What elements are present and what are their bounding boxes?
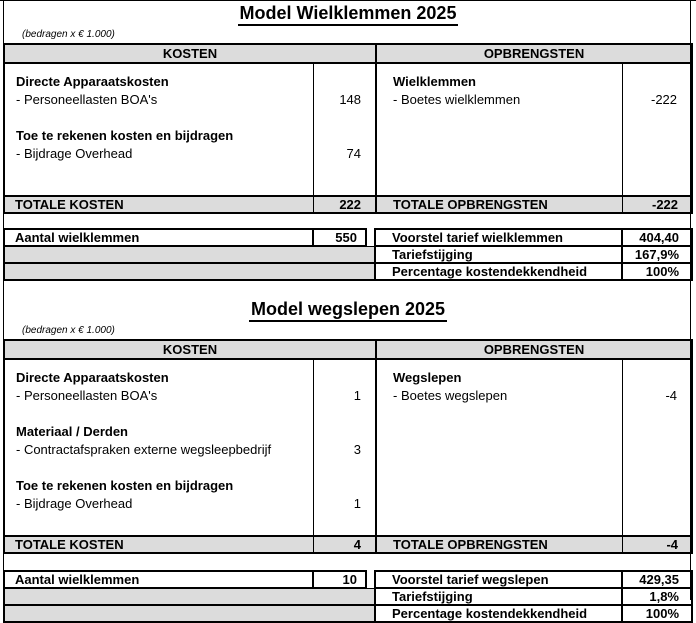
kosten-values-cell xyxy=(313,63,376,196)
kosten-opbrengsten-table xyxy=(3,339,693,554)
shaded-spacer-cell xyxy=(4,246,375,263)
totale-kosten-value: 4 xyxy=(313,536,376,553)
opbrengsten-values-cell xyxy=(622,63,692,196)
cost-item-value: 74 xyxy=(346,146,362,161)
cost-category-label: Toe te rekenen kosten en bijdragen xyxy=(16,128,234,143)
tariff-row-value: 429,35 xyxy=(622,571,692,588)
shaded-spacer-cell xyxy=(4,605,375,622)
kosten-items-cell xyxy=(4,63,313,196)
totale-kosten-label: TOTALE KOSTEN xyxy=(4,536,313,553)
kosten-opbrengsten-table xyxy=(3,43,693,214)
totals-row xyxy=(4,536,692,553)
totale-opbrengsten-value: -222 xyxy=(622,196,692,213)
section-title-row xyxy=(0,299,696,322)
tariff-summary-table xyxy=(3,228,693,281)
aantal-label: Aantal wielklemmen xyxy=(4,571,313,588)
table-header-row xyxy=(4,340,692,359)
cost-item-label: - Personeellasten BOA's xyxy=(16,388,158,403)
table-body-row xyxy=(4,359,692,536)
table-header-row xyxy=(4,44,692,63)
page-left-border-line xyxy=(3,1,4,600)
tariff-summary-table xyxy=(3,570,693,623)
totale-opbrengsten-label: TOTALE OPBRENGSTEN xyxy=(376,196,622,213)
kosten-column-header: KOSTEN xyxy=(4,340,376,359)
revenue-item-value xyxy=(623,369,678,387)
tariff-row-label: Tariefstijging xyxy=(375,246,622,263)
totale-kosten-value: 222 xyxy=(313,196,376,213)
kosten-items-cell xyxy=(4,359,313,536)
cost-item-value: 3 xyxy=(353,442,362,457)
table-gap-spacer xyxy=(0,554,696,570)
cost-item-value xyxy=(314,423,362,441)
kosten-column-header: KOSTEN xyxy=(4,44,376,63)
shaded-spacer-cell xyxy=(4,263,375,280)
tariff-row-label: Voorstel tarief wielklemmen xyxy=(375,229,622,246)
cost-item-value: 1 xyxy=(353,388,362,403)
tariff-row-value: 167,9% xyxy=(622,246,692,263)
cost-category-label: Toe te rekenen kosten en bijdragen xyxy=(16,478,234,493)
opbrengsten-values-cell xyxy=(622,359,692,536)
tariff-row-value: 1,8% xyxy=(622,588,692,605)
aantal-value: 10 xyxy=(313,571,366,588)
summary-row xyxy=(4,605,692,622)
cost-item-value xyxy=(314,127,362,145)
totale-opbrengsten-value: -4 xyxy=(622,536,692,553)
totale-kosten-label: TOTALE KOSTEN xyxy=(4,196,313,213)
summary-row xyxy=(4,229,692,246)
cost-item-value: 1 xyxy=(353,496,362,511)
page-right-border-line xyxy=(690,1,691,600)
table-body-row xyxy=(4,63,692,196)
totals-row xyxy=(4,196,692,213)
shaded-spacer-cell xyxy=(4,588,375,605)
tariff-row-value: 100% xyxy=(622,605,692,622)
section-title-row xyxy=(0,3,696,26)
spacer-line xyxy=(16,405,313,423)
cost-category-label: Materiaal / Derden xyxy=(16,424,128,439)
opbrengsten-items-cell xyxy=(376,359,622,536)
totale-opbrengsten-label: TOTALE OPBRENGSTEN xyxy=(376,536,622,553)
tariff-row-label: Voorstel tarief wegslepen xyxy=(375,571,622,588)
cost-item-label: - Personeellasten BOA's xyxy=(16,92,158,107)
table-gap-spacer xyxy=(0,214,696,228)
summary-gap-cell xyxy=(366,571,375,588)
cost-item-value xyxy=(314,459,362,477)
opbrengsten-column-header: OPBRENGSTEN xyxy=(376,340,692,359)
summary-gap-cell xyxy=(366,229,375,246)
opbrengsten-column-header: OPBRENGSTEN xyxy=(376,44,692,63)
section-title: Model wegslepen 2025 xyxy=(249,299,447,322)
tariff-row-label: Tariefstijging xyxy=(375,588,622,605)
cost-item-label: - Bijdrage Overhead xyxy=(16,146,133,161)
revenue-item-value: -4 xyxy=(665,388,678,403)
summary-row xyxy=(4,263,692,280)
amounts-unit-note: (bedragen x € 1.000) xyxy=(22,29,115,40)
amounts-unit-note: (bedragen x € 1.000) xyxy=(22,325,115,336)
cost-item-value: 148 xyxy=(339,92,362,107)
revenue-item-label: - Boetes wegslepen xyxy=(393,388,508,403)
summary-row xyxy=(4,588,692,605)
revenue-item-value xyxy=(623,73,678,91)
cost-item-value xyxy=(314,73,362,91)
spacer-line xyxy=(16,109,313,127)
cost-item-value xyxy=(314,477,362,495)
summary-row xyxy=(4,571,692,588)
summary-row xyxy=(4,246,692,263)
revenue-item-label: - Boetes wielklemmen xyxy=(393,92,521,107)
cost-item-value xyxy=(314,109,362,127)
revenue-category-label: Wielklemmen xyxy=(393,74,476,89)
cost-item-label: - Contractafspraken externe wegsleepbedrijf xyxy=(16,442,272,457)
tariff-row-label: Percentage kostendekkendheid xyxy=(375,605,622,622)
model-wegslepen-section xyxy=(0,299,696,623)
kosten-values-cell xyxy=(313,359,376,536)
aantal-value: 550 xyxy=(313,229,366,246)
spacer-line xyxy=(16,459,313,477)
cost-item-value xyxy=(314,405,362,423)
tariff-row-value: 404,40 xyxy=(622,229,692,246)
cost-item-label: - Bijdrage Overhead xyxy=(16,496,133,511)
cost-category-label: Directe Apparaatskosten xyxy=(16,370,169,385)
tariff-row-value: 100% xyxy=(622,263,692,280)
model-wielklemmen-section xyxy=(0,1,696,281)
aantal-label: Aantal wielklemmen xyxy=(4,229,313,246)
tariff-row-label: Percentage kostendekkendheid xyxy=(375,263,622,280)
cost-category-label: Directe Apparaatskosten xyxy=(16,74,169,89)
opbrengsten-items-cell xyxy=(376,63,622,196)
revenue-category-label: Wegslepen xyxy=(393,370,462,385)
section-title: Model Wielklemmen 2025 xyxy=(238,3,459,26)
revenue-item-value: -222 xyxy=(650,92,678,107)
cost-item-value xyxy=(314,369,362,387)
